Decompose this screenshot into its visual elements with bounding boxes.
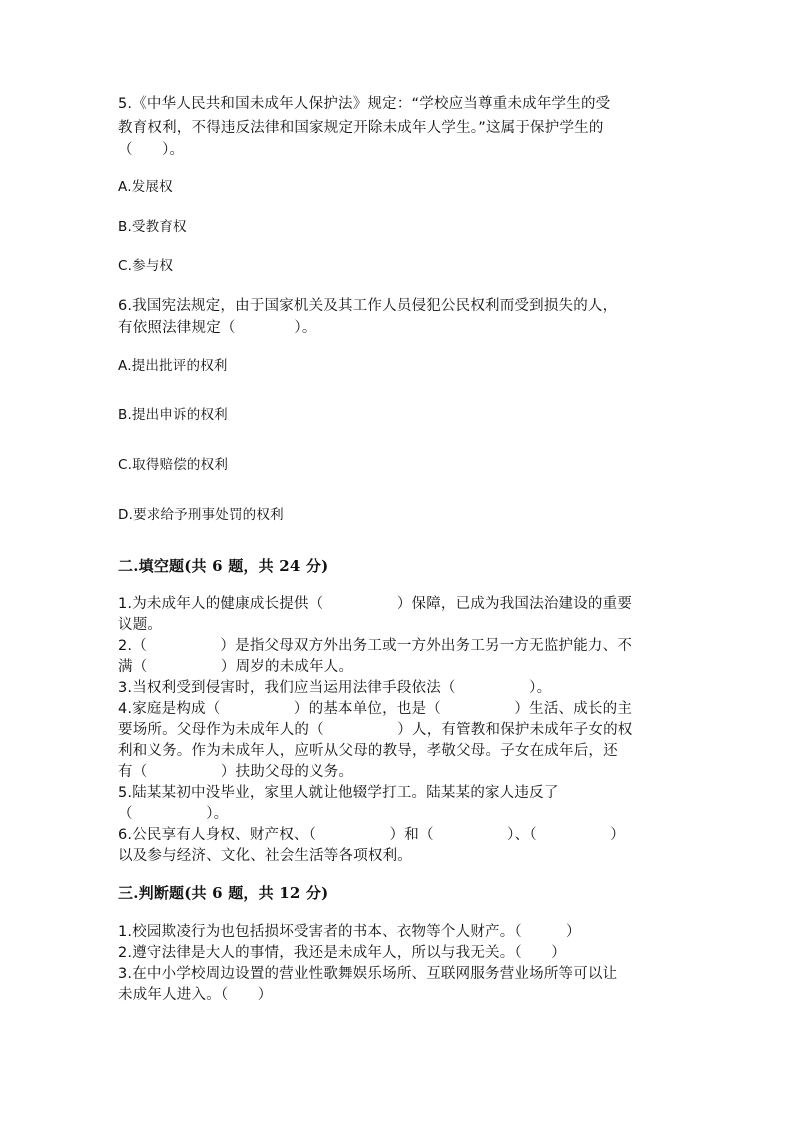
fill-line: 以及参与经济、文化、社会生活等各项权利。 <box>118 848 412 864</box>
fill-line: 3.当权利受到侵害时，我们应当运用法律手段依法（ ）。 <box>118 680 552 696</box>
q5-text-line: 5.《中华人民共和国未成年人保护法》规定：“学校应当尊重未成年学生的受 <box>118 96 611 112</box>
fill-line: 要场所。父母作为未成年人的（ ）人，有管教和保护未成年子女的权 <box>118 722 633 738</box>
q6-option-b: B.提出申诉的权利 <box>118 407 228 423</box>
q6-text-line: 6.我国宪法规定，由于国家机关及其工作人员侵犯公民权利而受到损失的人， <box>118 298 618 314</box>
q5-option-a: A.发展权 <box>118 179 173 195</box>
fill-line: 有（ ）扶助父母的义务。 <box>118 764 354 780</box>
q6-option-a: A.提出批评的权利 <box>118 358 228 374</box>
judge-line: 1.校园欺凌行为也包括损坏受害者的书本、衣物等个人财产。（ ） <box>118 924 581 940</box>
fill-line: 议题。 <box>118 617 163 633</box>
section2-heading: 二.填空题(共 6 题，共 24 分) <box>118 557 329 575</box>
fill-line: 5.陆某某初中没毕业，家里人就让他辍学打工。陆某某的家人违反了 <box>118 785 559 801</box>
fill-line: 2.（ ）是指父母双方外出务工或一方外出务工另一方无监护能力、不 <box>118 638 633 654</box>
judge-line: 3.在中小学校周边设置的营业性歌舞娱乐场所、互联网服务营业场所等可以让 <box>118 966 618 982</box>
section3-heading: 三.判断题(共 6 题，共 12 分) <box>118 884 329 902</box>
q5-text-line: 教育权利，不得违反法律和国家规定开除未成年人学生。”这属于保护学生的 <box>118 120 604 136</box>
fill-line: 6.公民享有人身权、财产权、（ ）和（ ）、（ ） <box>118 827 625 843</box>
q6-option-d: D.要求给予刑事处罚的权利 <box>118 507 284 523</box>
judge-line: 未成年人进入。（ ） <box>118 987 273 1003</box>
q5-text-line: （ ）。 <box>118 142 185 158</box>
q6-text-line: 有依照法律规定（ ）。 <box>118 320 317 336</box>
fill-line: 利和义务。作为未成年人，应听从父母的教导，孝敬父母。子女在成年后，还 <box>118 743 618 759</box>
q5-option-b: B.受教育权 <box>118 219 187 235</box>
q6-option-c: C.取得赔偿的权利 <box>118 457 229 473</box>
fill-line: 4.家庭是构成（ ）的基本单位，也是（ ）生活、成长的主 <box>118 701 633 717</box>
judge-line: 2.遵守法律是大人的事情，我还是未成年人，所以与我无关。（ ） <box>118 945 566 961</box>
fill-line: 1.为未成年人的健康成长提供（ ）保障，已成为我国法治建设的重要 <box>118 596 633 612</box>
fill-line: 满（ ）周岁的未成年人。 <box>118 659 354 675</box>
q5-option-c: C.参与权 <box>118 258 174 274</box>
fill-line: （ ）。 <box>118 806 229 822</box>
